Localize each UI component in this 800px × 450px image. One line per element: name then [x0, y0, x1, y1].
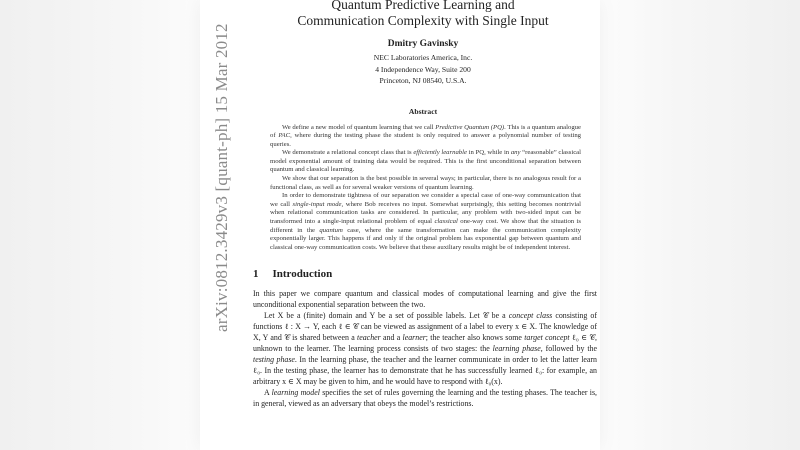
title-line-1: Quantum Predictive Learning and: [331, 0, 515, 12]
abstract-paragraph-2: We demonstrate a relational concept class that is efficiently learnable in PQ, while in any “reasonable” classical model exponential amount of training data would be required. This is the first unconditional separation between quantum and classical learning.: [270, 149, 582, 174]
paper-title: [253, 0, 593, 29]
background-left: [0, 0, 205, 450]
abstract-paragraph-3: We show that our separation is the best possible in several ways; in particular, there is no analogous result for a functional class, as well as for several weaker versions of quantum learning.: [270, 175, 581, 191]
paper-content: [253, 0, 598, 450]
abstract-paragraph-1: We define a new model of quantum learning that we call Predictive Quantum (PQ). This is a quantum analogue of PAC, where during the testing phase the student is only required to answer a polynomial number of testing queries.: [270, 123, 582, 148]
affiliation-city: Princeton, NJ 08540, U.S.A.: [379, 76, 467, 85]
abstract-heading: Abstract: [408, 106, 438, 116]
introduction-body: [253, 288, 597, 409]
section-title: Introduction: [272, 268, 333, 281]
author-name: Dmitry Gavinsky: [387, 39, 459, 49]
abstract: [270, 124, 581, 253]
intro-paragraph-2: Let X be a (finite) domain and Y be a set of possible labels. Let 𝒞 be a concept class consisting of functions ℓ : X → Y, each ℓ ∈ 𝒞 can be viewed as assignment of a label to every x ∈ X. The knowledge of X, Y and 𝒞 is shared between a teacher and a learner; the teacher also knows some target concept ℓ₀ ∈ 𝒞, unknown to the learner. The learning process consists of two stages: the learning phase, followed by the testing phase. In the learning phase, the teacher and the learner communicate in order to let the latter learn ℓ₀. In the testing phase, the learner has to demonstrate that he has successfully learned ℓ₀: for example, an arbitrary x ∈ X may be given to him, and he would have to respond with ℓ₀(x).: [253, 311, 597, 387]
background-right: [600, 0, 800, 450]
affiliation: [253, 52, 593, 87]
section-heading: [253, 268, 598, 280]
title-line-2: Communication Complexity with Single Input: [297, 13, 549, 28]
affiliation-street: 4 Independence Way, Suite 200: [375, 64, 471, 74]
arxiv-stamp: arXiv:0812.3429v3 [quant-ph] 15 Mar 2012: [212, 23, 231, 332]
abstract-paragraph-4: In order to demonstrate tightness of our separation we consider a special case of one-way communication that we call single-input mode, where Bob receives no input. Somewhat surprisingly, this setting becomes nontrivial when relational communication tasks are considered. In particular, any problem with two-sided input can be transformed into a single-input relational problem of equal classical one-way cost. We show that the situation is different in the quantum case, where the same transformation can make the communication complexity exponentially larger. This happens if and only if the original problem has exponential gap between quantum and classical one-way communication costs. We believe that these auxiliary results might be of independent interest.: [270, 192, 582, 251]
intro-paragraph-3: A learning model specifies the set of rules governing the learning and the testing phases. The teacher is, in general, viewed as an adversary that obeys the model’s restrictions.: [253, 388, 597, 409]
intro-paragraph-1: In this paper we compare quantum and classical modes of computational learning and give the first unconditional exponential separation between the two.: [253, 289, 597, 310]
affiliation-org: NEC Laboratories America, Inc.: [373, 53, 473, 62]
section-number: 1: [253, 268, 259, 281]
